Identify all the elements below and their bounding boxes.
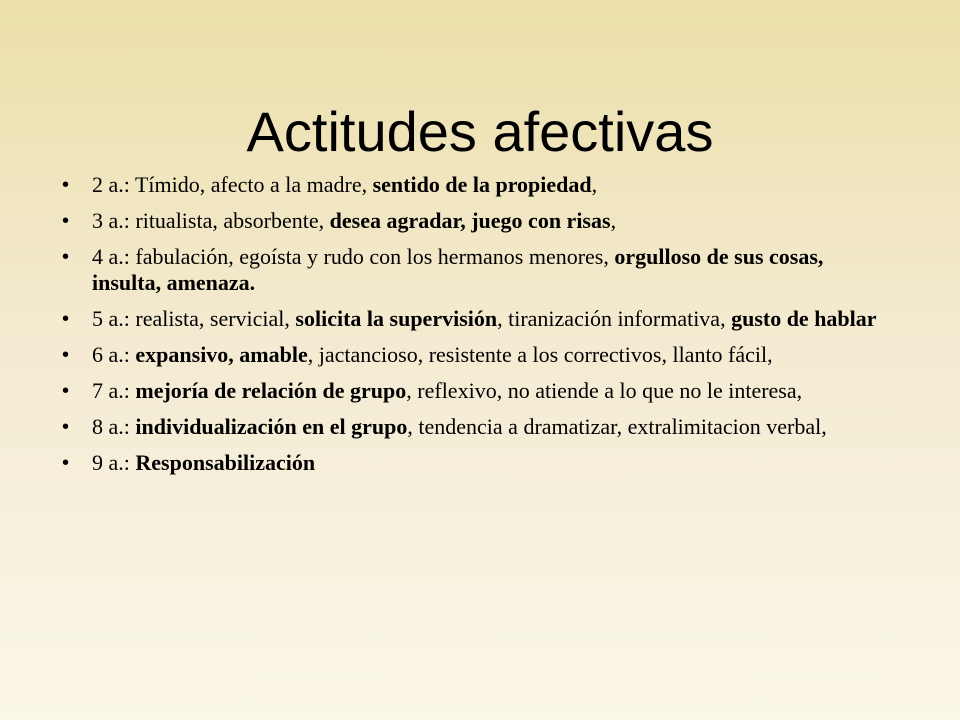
- item-text-segment: 6 a.:: [92, 342, 136, 367]
- bullet-icon: •: [62, 380, 70, 402]
- item-text-bold: sentido de la propiedad: [372, 172, 592, 197]
- item-text-bold: mejoría de relación de grupo: [135, 378, 407, 403]
- list-item: [62, 378, 882, 404]
- item-text-bold: orgulloso de sus cosas, insulta, amenaza.: [92, 244, 824, 295]
- item-text-segment: 2 a.: Tímido, afecto a la madre,: [92, 172, 373, 197]
- item-text-segment: 8 a.:: [92, 414, 136, 439]
- item-text-bold: desea agradar, juego con risas: [329, 208, 611, 233]
- item-text-segment: ,: [591, 172, 598, 197]
- item-text-bold: gusto de hablar: [731, 306, 877, 331]
- bullet-icon: •: [62, 308, 70, 330]
- list-item: [62, 172, 882, 198]
- bullet-icon: •: [62, 416, 70, 438]
- item-text-segment: , tiranización informativa,: [497, 306, 732, 331]
- item-text-segment: , jactancioso, resistente a los correctivos, llanto fácil,: [307, 342, 773, 367]
- item-text-segment: 9 a.:: [92, 450, 136, 475]
- item-text-segment: , reflexivo, no atiende a lo que no le interesa,: [406, 378, 803, 403]
- list-item: [62, 414, 882, 440]
- slide-title: Actitudes afectivas: [246, 99, 714, 163]
- bullet-icon: •: [62, 246, 70, 268]
- bullet-icon: •: [62, 210, 70, 232]
- item-text-bold: expansivo, amable: [135, 342, 308, 367]
- item-text-segment: 3 a.: ritualista, absorbente,: [92, 208, 330, 233]
- item-text-segment: 4 a.: fabulación, egoísta y rudo con los hermanos menores,: [92, 244, 615, 269]
- item-text-segment: ,: [610, 208, 617, 233]
- item-text-segment: 7 a.:: [92, 378, 136, 403]
- bullet-list: [62, 172, 882, 486]
- list-item: [62, 342, 882, 368]
- list-item: [62, 306, 882, 332]
- bullet-icon: •: [62, 344, 70, 366]
- item-text-segment: , tendencia a dramatizar, extralimitacion verbal,: [407, 414, 827, 439]
- item-text-segment: 5 a.: realista, servicial,: [92, 306, 296, 331]
- item-text-bold: individualización en el grupo: [135, 414, 408, 439]
- list-item: [62, 450, 882, 476]
- bullet-icon: •: [62, 174, 70, 196]
- item-text-bold: Responsabilización: [135, 450, 316, 475]
- list-item: [62, 208, 882, 234]
- item-text-bold: solicita la supervisión: [295, 306, 498, 331]
- bullet-icon: •: [62, 452, 70, 474]
- list-item: [62, 244, 882, 296]
